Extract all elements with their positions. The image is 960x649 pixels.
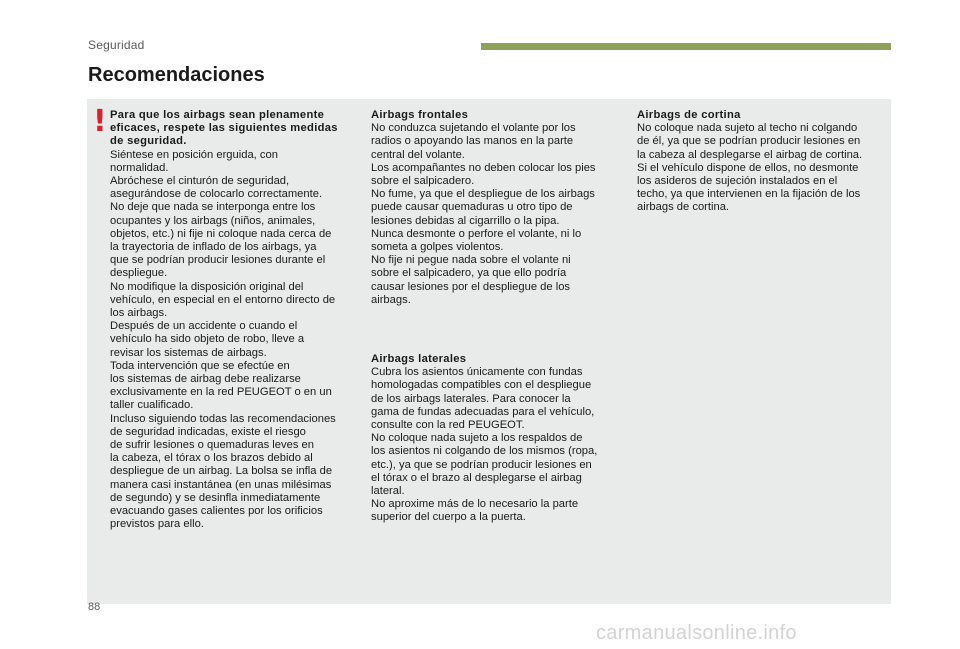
front-airbags-heading: Airbags frontales — [371, 109, 469, 121]
curtain-airbags-column — [637, 109, 887, 215]
warning-exclamation-icon: ! — [93, 104, 107, 139]
front-airbags-body: No conduzca sujetando el volante por los radios o apoyando las manos en la parte central del volante. Los acompañantes no deben colocar los pies sobre el salpicadero. No fume, ya que el despliegue de los airbags puede causar quemaduras u otro tipo de lesiones debidas al cigarrillo o la pipa. Nunca desmonte o perfore el volante, ni lo someta a golpes violentos. No fije ni pegue nada sobre el volante ni sobre el salpicadero, ya que ello podría causar lesiones por el despliegue de los airbags. — [371, 122, 596, 306]
header-accent-bar — [481, 43, 891, 50]
page-number: 88 — [88, 601, 101, 613]
side-airbags-heading: Airbags laterales — [371, 353, 467, 365]
side-airbags-body: Cubra los asientos únicamente con fundas homologadas compatibles con el despliegue de los airbags laterales. Para conocer la gama de fundas adecuadas para el vehículo, consulte con la red PEUGEOT. No coloque nada sujeto a los respaldos de los asientos ni colgando de los mismos (ropa, etc.), ya que se podrían producir lesiones en el tórax o el brazo al desplegarse el airbag lateral. No aproxime más de lo necesario la parte superior del cuerpo a la puerta. — [371, 366, 598, 524]
page-title: Recomendaciones — [88, 64, 265, 86]
curtain-airbags-body: No coloque nada sujeto al techo ni colgando de él, ya que se podrían producir lesiones en la cabeza al desplegarse el airbag de cortina. Si el vehículo dispone de ellos, no desmonte los asideros de sujeción instalados en el techo, ya que intervienen en la fijación de los airbags de cortina. — [637, 122, 863, 214]
section-label: Seguridad — [88, 38, 145, 52]
general-recommendations-column — [110, 109, 355, 532]
general-heading: Para que los airbags sean plenamente eficaces, respete las siguientes medidas de seguridad. — [110, 109, 338, 148]
curtain-airbags-heading: Airbags de cortina — [637, 109, 741, 121]
front-airbags-column — [371, 109, 619, 307]
watermark: carmanualsonline.info — [596, 622, 797, 644]
side-airbags-column — [371, 353, 619, 525]
general-body: Siéntese en posición erguida, con normalidad. Abróchese el cinturón de seguridad, asegurándose de colocarlo correctamente. No deje que nada se interponga entre los ocupantes y los airbags (niños, animales, objetos, etc.) ni fije ni coloque nada cerca de la trayectoria de inflado de los airbags, ya que se podrían producir lesiones durante el despliegue. No modifique la disposición original del vehículo, en especial en el entorno directo de los airbags. Después de un accidente o cuando el vehículo ha sido objeto de robo, lleve a revisar los sistemas de airbags. Toda intervención que se efectúe en los sistemas de airbag debe realizarse exclusivamente en la red PEUGEOT o en un taller cualificado. Incluso siguiendo todas las recomendaciones de seguridad indicadas, existe el riesgo de sufrir lesiones o quemaduras leves en la cabeza, el tórax o los brazos debido al despliegue de un airbag. La bolsa se infla de manera casi instantánea (en unas milésimas de segundo) y se desinfla inmediatamente evacuando gases calientes por los orificios previstos para ello. — [110, 148, 336, 531]
